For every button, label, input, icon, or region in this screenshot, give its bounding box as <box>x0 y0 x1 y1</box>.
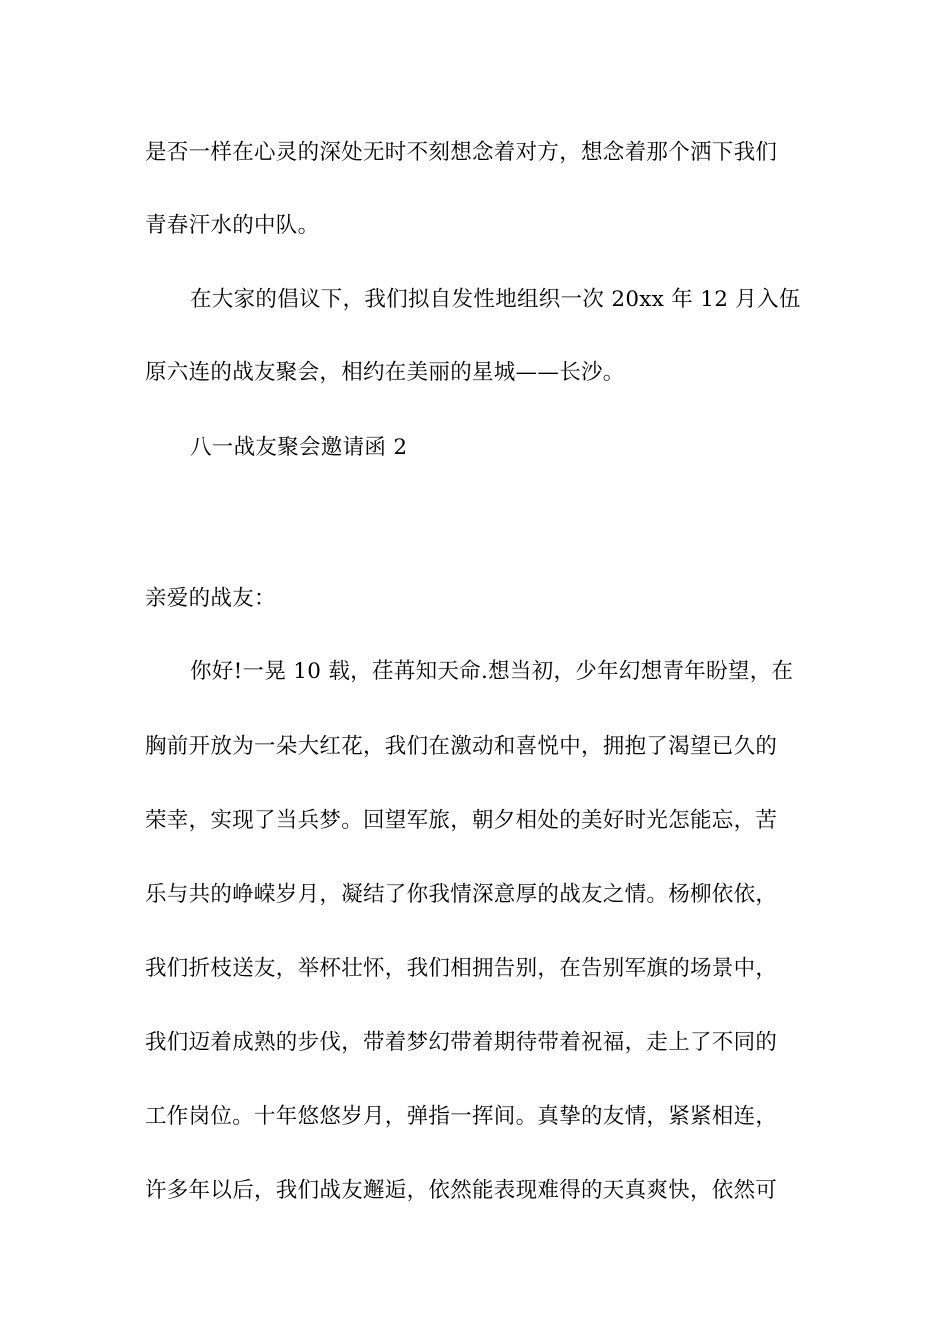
paragraph-line: 在大家的倡议下，我们拟自发性地组织一次 20xx 年 12 月入伍 <box>190 287 801 312</box>
paragraph-line: 工作岗位。十年悠悠岁月，弹指一挥间。真挚的友情，紧紧相连， <box>145 1104 778 1129</box>
paragraph-line: 荣幸，实现了当兵梦。回望军旅，朝夕相处的美好时光怎能忘，苦 <box>145 808 778 833</box>
salutation: 亲爱的战友： <box>145 586 276 611</box>
section-heading: 八一战友聚会邀请函 2 <box>190 435 408 460</box>
paragraph-line: 胸前开放为一朵大红花，我们在激动和喜悦中，拥抱了渴望已久的 <box>145 734 778 759</box>
paragraph-line: 你好!一晃 10 载，荏苒知天命.想当初，少年幻想青年盼望，在 <box>190 659 794 684</box>
paragraph-line: 许多年以后，我们战友邂逅，依然能表现难得的天真爽快，依然可 <box>145 1178 778 1203</box>
paragraph-line: 原六连的战友聚会，相约在美丽的星城——长沙。 <box>145 360 625 385</box>
paragraph-line: 我们迈着成熟的步伐，带着梦幻带着期待带着祝福，走上了不同的 <box>145 1030 778 1055</box>
paragraph-line: 是否一样在心灵的深处无时不刻想念着对方，想念着那个洒下我们 <box>145 140 778 165</box>
paragraph-line: 我们折枝送友，举杯壮怀，我们相拥告别，在告别军旗的场景中， <box>145 956 778 981</box>
paragraph-line: 乐与共的峥嵘岁月，凝结了你我情深意厚的战友之情。杨柳依依， <box>145 882 778 907</box>
paragraph-line: 青春汗水的中队。 <box>145 213 320 238</box>
